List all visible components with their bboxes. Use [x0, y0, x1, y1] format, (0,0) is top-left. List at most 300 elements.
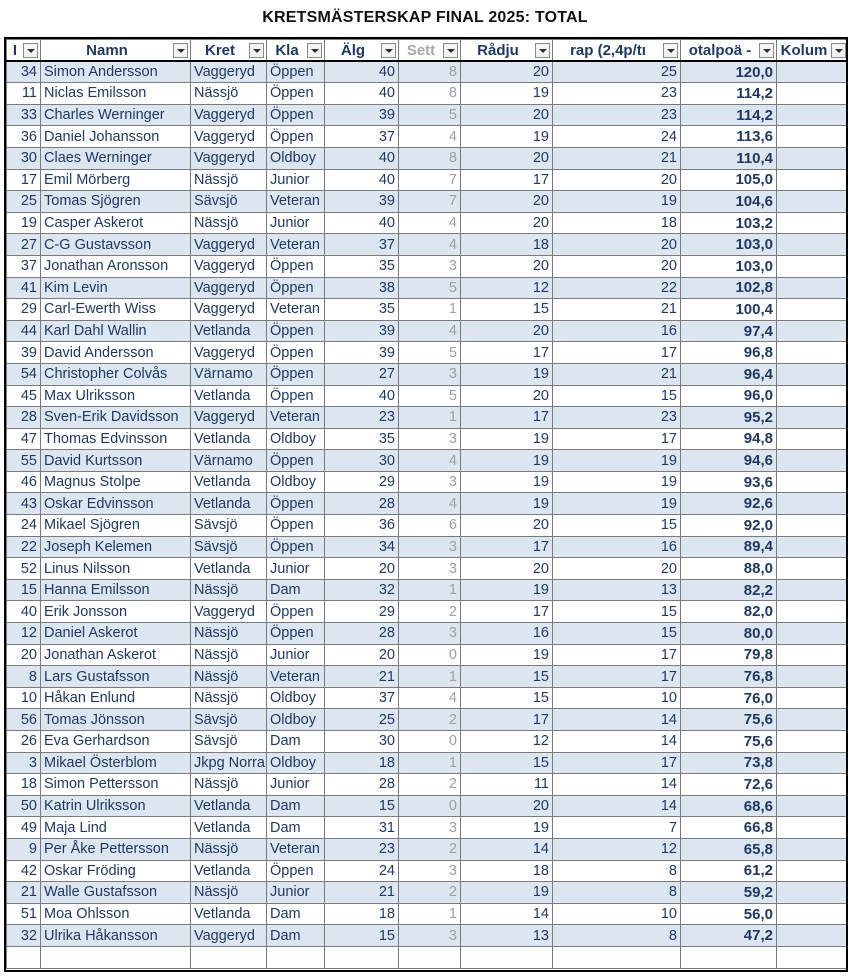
cell-name[interactable]: David Andersson	[41, 342, 191, 364]
cell-id[interactable]: 54	[7, 363, 41, 385]
cell-total[interactable]: 80,0	[681, 623, 777, 645]
cell-radjur[interactable]: 15	[461, 299, 553, 321]
cell-trap[interactable]: 20	[553, 169, 681, 191]
cell-trap[interactable]: 14	[553, 774, 681, 796]
cell-kolumn[interactable]	[777, 255, 849, 277]
cell-name[interactable]: David Kurtsson	[41, 450, 191, 472]
cell-radjur[interactable]: 20	[461, 61, 553, 83]
cell-trap[interactable]: 22	[553, 277, 681, 299]
cell-sett[interactable]: 1	[399, 407, 461, 429]
cell-radjur[interactable]: 20	[461, 255, 553, 277]
cell-krets[interactable]: Vetlanda	[191, 428, 267, 450]
cell-id[interactable]: 20	[7, 644, 41, 666]
cell-trap[interactable]: 8	[553, 925, 681, 947]
cell-klass[interactable]: Öppen	[267, 363, 325, 385]
cell-kolumn[interactable]	[777, 687, 849, 709]
cell-radjur[interactable]: 20	[461, 385, 553, 407]
cell-sett[interactable]: 7	[399, 169, 461, 191]
cell-klass[interactable]: Öppen	[267, 126, 325, 148]
cell-radjur[interactable]: 12	[461, 731, 553, 753]
cell-id[interactable]: 55	[7, 450, 41, 472]
cell-name[interactable]: Carl-Ewerth Wiss	[41, 299, 191, 321]
cell-alg[interactable]: 21	[325, 882, 399, 904]
cell-sett[interactable]: 2	[399, 838, 461, 860]
cell-radjur[interactable]: 11	[461, 774, 553, 796]
cell-krets[interactable]: Vetlanda	[191, 817, 267, 839]
cell-kolumn[interactable]	[777, 169, 849, 191]
cell-id[interactable]: 11	[7, 83, 41, 105]
cell-id[interactable]: 52	[7, 558, 41, 580]
cell-total[interactable]: 94,8	[681, 428, 777, 450]
cell-krets[interactable]: Vetlanda	[191, 903, 267, 925]
cell-krets[interactable]: Nässjö	[191, 83, 267, 105]
empty-cell[interactable]	[41, 946, 191, 968]
cell-kolumn[interactable]	[777, 601, 849, 623]
cell-id[interactable]: 34	[7, 61, 41, 83]
cell-id[interactable]: 22	[7, 536, 41, 558]
cell-krets[interactable]: Nässjö	[191, 212, 267, 234]
filter-dropdown-icon[interactable]	[173, 43, 188, 58]
cell-klass[interactable]: Veteran	[267, 234, 325, 256]
cell-sett[interactable]: 4	[399, 687, 461, 709]
cell-name[interactable]: Linus Nilsson	[41, 558, 191, 580]
cell-name[interactable]: Lars Gustafsson	[41, 666, 191, 688]
cell-name[interactable]: Per Åke Pettersson	[41, 838, 191, 860]
cell-klass[interactable]: Öppen	[267, 515, 325, 537]
cell-radjur[interactable]: 15	[461, 687, 553, 709]
cell-kolumn[interactable]	[777, 536, 849, 558]
cell-total[interactable]: 120,0	[681, 61, 777, 83]
cell-kolumn[interactable]	[777, 515, 849, 537]
cell-krets[interactable]: Nässjö	[191, 169, 267, 191]
cell-id[interactable]: 45	[7, 385, 41, 407]
cell-trap[interactable]: 13	[553, 579, 681, 601]
cell-trap[interactable]: 21	[553, 363, 681, 385]
cell-trap[interactable]: 19	[553, 471, 681, 493]
filter-dropdown-icon[interactable]	[443, 43, 458, 58]
filter-dropdown-icon[interactable]	[535, 43, 550, 58]
cell-name[interactable]: Niclas Emilsson	[41, 83, 191, 105]
cell-sett[interactable]: 3	[399, 471, 461, 493]
cell-total[interactable]: 75,6	[681, 731, 777, 753]
cell-krets[interactable]: Vetlanda	[191, 860, 267, 882]
cell-krets[interactable]: Sävsjö	[191, 731, 267, 753]
cell-name[interactable]: Moa Ohlsson	[41, 903, 191, 925]
cell-kolumn[interactable]	[777, 795, 849, 817]
cell-total[interactable]: 97,4	[681, 320, 777, 342]
cell-id[interactable]: 25	[7, 191, 41, 213]
cell-name[interactable]: Tomas Sjögren	[41, 191, 191, 213]
cell-trap[interactable]: 12	[553, 838, 681, 860]
cell-trap[interactable]: 15	[553, 515, 681, 537]
cell-total[interactable]: 103,2	[681, 212, 777, 234]
cell-name[interactable]: Christopher Colvås	[41, 363, 191, 385]
cell-klass[interactable]: Öppen	[267, 61, 325, 83]
cell-krets[interactable]: Vaggeryd	[191, 407, 267, 429]
col-header-name[interactable]: Namn	[41, 40, 191, 62]
cell-radjur[interactable]: 17	[461, 601, 553, 623]
cell-trap[interactable]: 17	[553, 644, 681, 666]
cell-id[interactable]: 36	[7, 126, 41, 148]
cell-total[interactable]: 100,4	[681, 299, 777, 321]
cell-klass[interactable]: Öppen	[267, 320, 325, 342]
cell-total[interactable]: 110,4	[681, 147, 777, 169]
filter-dropdown-icon[interactable]	[23, 43, 38, 58]
cell-total[interactable]: 82,0	[681, 601, 777, 623]
cell-total[interactable]: 96,4	[681, 363, 777, 385]
cell-name[interactable]: Jonathan Aronsson	[41, 255, 191, 277]
cell-sett[interactable]: 0	[399, 644, 461, 666]
cell-krets[interactable]: Sävsjö	[191, 536, 267, 558]
cell-total[interactable]: 68,6	[681, 795, 777, 817]
cell-alg[interactable]: 40	[325, 61, 399, 83]
empty-cell[interactable]	[777, 946, 849, 968]
cell-id[interactable]: 41	[7, 277, 41, 299]
col-header-kolumn[interactable]: Kolum	[777, 40, 849, 62]
cell-sett[interactable]: 2	[399, 601, 461, 623]
cell-krets[interactable]: Vaggeryd	[191, 925, 267, 947]
cell-krets[interactable]: Nässjö	[191, 644, 267, 666]
cell-kolumn[interactable]	[777, 882, 849, 904]
cell-klass[interactable]: Öppen	[267, 450, 325, 472]
cell-total[interactable]: 59,2	[681, 882, 777, 904]
cell-kolumn[interactable]	[777, 752, 849, 774]
cell-name[interactable]: Hanna Emilsson	[41, 579, 191, 601]
cell-id[interactable]: 27	[7, 234, 41, 256]
cell-alg[interactable]: 29	[325, 471, 399, 493]
cell-krets[interactable]: Sävsjö	[191, 191, 267, 213]
cell-id[interactable]: 15	[7, 579, 41, 601]
cell-klass[interactable]: Öppen	[267, 860, 325, 882]
cell-klass[interactable]: Dam	[267, 903, 325, 925]
cell-trap[interactable]: 24	[553, 126, 681, 148]
cell-alg[interactable]: 37	[325, 126, 399, 148]
cell-trap[interactable]: 19	[553, 493, 681, 515]
empty-cell[interactable]	[325, 946, 399, 968]
cell-klass[interactable]: Veteran	[267, 191, 325, 213]
cell-sett[interactable]: 5	[399, 385, 461, 407]
cell-name[interactable]: Charles Werninger	[41, 104, 191, 126]
cell-total[interactable]: 103,0	[681, 234, 777, 256]
cell-name[interactable]: C-G Gustavsson	[41, 234, 191, 256]
cell-trap[interactable]: 14	[553, 709, 681, 731]
cell-trap[interactable]: 17	[553, 666, 681, 688]
cell-kolumn[interactable]	[777, 104, 849, 126]
cell-sett[interactable]: 3	[399, 623, 461, 645]
cell-sett[interactable]: 1	[399, 752, 461, 774]
filter-dropdown-icon[interactable]	[663, 43, 678, 58]
cell-name[interactable]: Daniel Askerot	[41, 623, 191, 645]
cell-kolumn[interactable]	[777, 558, 849, 580]
cell-klass[interactable]: Veteran	[267, 838, 325, 860]
empty-cell[interactable]	[681, 946, 777, 968]
filter-dropdown-icon[interactable]	[307, 43, 322, 58]
cell-total[interactable]: 96,8	[681, 342, 777, 364]
cell-name[interactable]: Daniel Johansson	[41, 126, 191, 148]
cell-trap[interactable]: 14	[553, 795, 681, 817]
cell-sett[interactable]: 8	[399, 83, 461, 105]
cell-name[interactable]: Jonathan Askerot	[41, 644, 191, 666]
cell-radjur[interactable]: 19	[461, 450, 553, 472]
cell-radjur[interactable]: 20	[461, 147, 553, 169]
cell-kolumn[interactable]	[777, 838, 849, 860]
cell-klass[interactable]: Veteran	[267, 666, 325, 688]
cell-kolumn[interactable]	[777, 234, 849, 256]
col-header-total[interactable]: otalpoä -	[681, 40, 777, 62]
cell-id[interactable]: 10	[7, 687, 41, 709]
cell-krets[interactable]: Sävsjö	[191, 709, 267, 731]
cell-sett[interactable]: 4	[399, 320, 461, 342]
cell-sett[interactable]: 3	[399, 363, 461, 385]
cell-radjur[interactable]: 20	[461, 795, 553, 817]
cell-radjur[interactable]: 19	[461, 817, 553, 839]
cell-kolumn[interactable]	[777, 860, 849, 882]
cell-alg[interactable]: 18	[325, 752, 399, 774]
cell-sett[interactable]: 5	[399, 104, 461, 126]
cell-id[interactable]: 24	[7, 515, 41, 537]
cell-name[interactable]: Max Ulriksson	[41, 385, 191, 407]
cell-alg[interactable]: 21	[325, 666, 399, 688]
cell-id[interactable]: 33	[7, 104, 41, 126]
cell-klass[interactable]: Junior	[267, 882, 325, 904]
cell-name[interactable]: Oskar Edvinsson	[41, 493, 191, 515]
cell-sett[interactable]: 4	[399, 212, 461, 234]
cell-trap[interactable]: 21	[553, 147, 681, 169]
cell-trap[interactable]: 20	[553, 255, 681, 277]
cell-alg[interactable]: 39	[325, 191, 399, 213]
cell-sett[interactable]: 4	[399, 493, 461, 515]
cell-total[interactable]: 102,8	[681, 277, 777, 299]
cell-krets[interactable]: Vaggeryd	[191, 299, 267, 321]
cell-total[interactable]: 56,0	[681, 903, 777, 925]
cell-trap[interactable]: 19	[553, 450, 681, 472]
cell-id[interactable]: 28	[7, 407, 41, 429]
cell-trap[interactable]: 25	[553, 61, 681, 83]
cell-kolumn[interactable]	[777, 407, 849, 429]
cell-krets[interactable]: Vaggeryd	[191, 601, 267, 623]
cell-name[interactable]: Katrin Ulriksson	[41, 795, 191, 817]
cell-total[interactable]: 95,2	[681, 407, 777, 429]
cell-kolumn[interactable]	[777, 903, 849, 925]
cell-alg[interactable]: 23	[325, 407, 399, 429]
cell-kolumn[interactable]	[777, 644, 849, 666]
cell-name[interactable]: Simon Andersson	[41, 61, 191, 83]
cell-name[interactable]: Mikael Sjögren	[41, 515, 191, 537]
cell-alg[interactable]: 36	[325, 515, 399, 537]
cell-trap[interactable]: 21	[553, 299, 681, 321]
cell-total[interactable]: 94,6	[681, 450, 777, 472]
cell-krets[interactable]: Vaggeryd	[191, 61, 267, 83]
cell-kolumn[interactable]	[777, 493, 849, 515]
cell-total[interactable]: 66,8	[681, 817, 777, 839]
cell-name[interactable]: Emil Mörberg	[41, 169, 191, 191]
cell-radjur[interactable]: 14	[461, 838, 553, 860]
cell-trap[interactable]: 15	[553, 623, 681, 645]
cell-kolumn[interactable]	[777, 126, 849, 148]
cell-alg[interactable]: 35	[325, 255, 399, 277]
cell-radjur[interactable]: 20	[461, 191, 553, 213]
empty-cell[interactable]	[399, 946, 461, 968]
cell-krets[interactable]: Vetlanda	[191, 471, 267, 493]
cell-klass[interactable]: Oldboy	[267, 147, 325, 169]
cell-klass[interactable]: Junior	[267, 169, 325, 191]
cell-kolumn[interactable]	[777, 925, 849, 947]
cell-kolumn[interactable]	[777, 709, 849, 731]
cell-alg[interactable]: 31	[325, 817, 399, 839]
cell-radjur[interactable]: 20	[461, 558, 553, 580]
cell-klass[interactable]: Junior	[267, 212, 325, 234]
cell-trap[interactable]: 17	[553, 752, 681, 774]
filter-dropdown-icon[interactable]	[759, 43, 774, 58]
cell-id[interactable]: 47	[7, 428, 41, 450]
cell-krets[interactable]: Jkpg Norra	[191, 752, 267, 774]
cell-trap[interactable]: 16	[553, 536, 681, 558]
cell-radjur[interactable]: 15	[461, 666, 553, 688]
cell-alg[interactable]: 20	[325, 644, 399, 666]
cell-klass[interactable]: Öppen	[267, 623, 325, 645]
cell-sett[interactable]: 2	[399, 882, 461, 904]
cell-total[interactable]: 76,8	[681, 666, 777, 688]
cell-alg[interactable]: 34	[325, 536, 399, 558]
cell-total[interactable]: 73,8	[681, 752, 777, 774]
cell-sett[interactable]: 0	[399, 795, 461, 817]
cell-trap[interactable]: 19	[553, 191, 681, 213]
cell-radjur[interactable]: 13	[461, 925, 553, 947]
cell-trap[interactable]: 8	[553, 882, 681, 904]
cell-trap[interactable]: 15	[553, 601, 681, 623]
cell-total[interactable]: 105,0	[681, 169, 777, 191]
cell-sett[interactable]: 3	[399, 255, 461, 277]
cell-klass[interactable]: Dam	[267, 795, 325, 817]
cell-kolumn[interactable]	[777, 579, 849, 601]
cell-krets[interactable]: Vaggeryd	[191, 342, 267, 364]
cell-krets[interactable]: Nässjö	[191, 687, 267, 709]
cell-alg[interactable]: 39	[325, 320, 399, 342]
cell-trap[interactable]: 15	[553, 385, 681, 407]
cell-alg[interactable]: 38	[325, 277, 399, 299]
cell-radjur[interactable]: 17	[461, 709, 553, 731]
empty-cell[interactable]	[191, 946, 267, 968]
cell-trap[interactable]: 18	[553, 212, 681, 234]
cell-total[interactable]: 76,0	[681, 687, 777, 709]
cell-id[interactable]: 26	[7, 731, 41, 753]
cell-trap[interactable]: 8	[553, 860, 681, 882]
cell-trap[interactable]: 20	[553, 234, 681, 256]
cell-trap[interactable]: 17	[553, 342, 681, 364]
cell-name[interactable]: Mikael Österblom	[41, 752, 191, 774]
cell-alg[interactable]: 39	[325, 104, 399, 126]
cell-kolumn[interactable]	[777, 450, 849, 472]
cell-sett[interactable]: 3	[399, 536, 461, 558]
cell-name[interactable]: Casper Askerot	[41, 212, 191, 234]
col-header-radjur[interactable]: Rådju	[461, 40, 553, 62]
cell-alg[interactable]: 18	[325, 903, 399, 925]
cell-krets[interactable]: Vetlanda	[191, 795, 267, 817]
cell-total[interactable]: 79,8	[681, 644, 777, 666]
cell-name[interactable]: Walle Gustafsson	[41, 882, 191, 904]
cell-trap[interactable]: 7	[553, 817, 681, 839]
cell-name[interactable]: Magnus Stolpe	[41, 471, 191, 493]
cell-klass[interactable]: Öppen	[267, 385, 325, 407]
cell-id[interactable]: 43	[7, 493, 41, 515]
cell-id[interactable]: 30	[7, 147, 41, 169]
cell-alg[interactable]: 37	[325, 234, 399, 256]
cell-alg[interactable]: 15	[325, 925, 399, 947]
cell-krets[interactable]: Nässjö	[191, 838, 267, 860]
cell-id[interactable]: 9	[7, 838, 41, 860]
cell-radjur[interactable]: 20	[461, 104, 553, 126]
cell-id[interactable]: 18	[7, 774, 41, 796]
cell-kolumn[interactable]	[777, 83, 849, 105]
cell-alg[interactable]: 40	[325, 385, 399, 407]
cell-radjur[interactable]: 17	[461, 342, 553, 364]
cell-klass[interactable]: Öppen	[267, 277, 325, 299]
cell-krets[interactable]: Vaggeryd	[191, 104, 267, 126]
cell-alg[interactable]: 39	[325, 342, 399, 364]
cell-id[interactable]: 19	[7, 212, 41, 234]
cell-alg[interactable]: 37	[325, 687, 399, 709]
col-header-krets[interactable]: Kret	[191, 40, 267, 62]
cell-radjur[interactable]: 19	[461, 83, 553, 105]
cell-name[interactable]: Thomas Edvinsson	[41, 428, 191, 450]
cell-total[interactable]: 114,2	[681, 83, 777, 105]
cell-alg[interactable]: 23	[325, 838, 399, 860]
cell-alg[interactable]: 40	[325, 212, 399, 234]
cell-total[interactable]: 92,6	[681, 493, 777, 515]
cell-sett[interactable]: 0	[399, 731, 461, 753]
cell-name[interactable]: Karl Dahl Wallin	[41, 320, 191, 342]
cell-radjur[interactable]: 15	[461, 752, 553, 774]
cell-kolumn[interactable]	[777, 666, 849, 688]
cell-alg[interactable]: 35	[325, 299, 399, 321]
cell-klass[interactable]: Junior	[267, 774, 325, 796]
cell-krets[interactable]: Nässjö	[191, 774, 267, 796]
cell-krets[interactable]: Vaggeryd	[191, 255, 267, 277]
col-header-sett[interactable]: Sett	[399, 40, 461, 62]
cell-total[interactable]: 88,0	[681, 558, 777, 580]
cell-kolumn[interactable]	[777, 212, 849, 234]
cell-klass[interactable]: Öppen	[267, 536, 325, 558]
filter-dropdown-icon[interactable]	[249, 43, 264, 58]
cell-radjur[interactable]: 19	[461, 644, 553, 666]
cell-trap[interactable]: 23	[553, 104, 681, 126]
cell-id[interactable]: 12	[7, 623, 41, 645]
cell-alg[interactable]: 30	[325, 450, 399, 472]
cell-sett[interactable]: 3	[399, 925, 461, 947]
cell-radjur[interactable]: 19	[461, 428, 553, 450]
cell-klass[interactable]: Öppen	[267, 493, 325, 515]
cell-total[interactable]: 104,6	[681, 191, 777, 213]
empty-cell[interactable]	[461, 946, 553, 968]
cell-total[interactable]: 92,0	[681, 515, 777, 537]
cell-total[interactable]: 47,2	[681, 925, 777, 947]
cell-kolumn[interactable]	[777, 623, 849, 645]
cell-kolumn[interactable]	[777, 774, 849, 796]
cell-sett[interactable]: 8	[399, 147, 461, 169]
cell-radjur[interactable]: 18	[461, 234, 553, 256]
cell-radjur[interactable]: 12	[461, 277, 553, 299]
cell-alg[interactable]: 28	[325, 623, 399, 645]
cell-id[interactable]: 42	[7, 860, 41, 882]
cell-id[interactable]: 49	[7, 817, 41, 839]
cell-radjur[interactable]: 19	[461, 493, 553, 515]
cell-total[interactable]: 113,6	[681, 126, 777, 148]
cell-sett[interactable]: 1	[399, 903, 461, 925]
cell-id[interactable]: 56	[7, 709, 41, 731]
cell-radjur[interactable]: 17	[461, 169, 553, 191]
cell-klass[interactable]: Oldboy	[267, 709, 325, 731]
cell-sett[interactable]: 8	[399, 61, 461, 83]
